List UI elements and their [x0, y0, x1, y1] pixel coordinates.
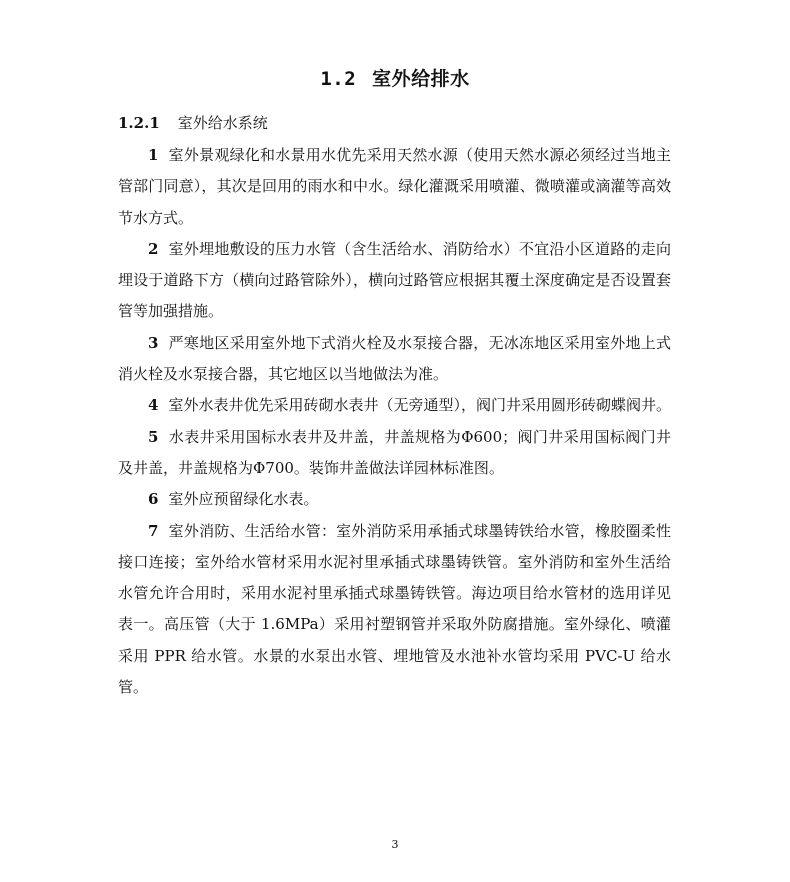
paragraph-text: 室外景观绿化和水景用水优先采用天然水源（使用天然水源必须经过当地主管部门同意），其次是回用的雨水和中水。绿化灌溉采用喷灌、微喷灌或滴灌等高效节水方式。: [118, 146, 671, 227]
paragraph-number: 7: [148, 521, 159, 540]
paragraph-text: 水表井采用国标水表井及井盖，井盖规格为Φ600；阀门井采用国标阀门井及井盖，井盖规格为Φ700。装饰井盖做法详园林标准图。: [118, 427, 671, 477]
paragraph-number: 4: [148, 396, 159, 415]
paragraph-number: 1: [148, 146, 159, 164]
paragraph-text: 室外埋地敷设的压力水管（含生活给水、消防给水）不宜沿小区道路的走向埋设于道路下方（横向过路管除外），横向过路管应根据其覆土深度确定是否设置套管等加强措施。: [118, 239, 671, 321]
title-number: 1.2: [320, 68, 357, 90]
page-number: 3: [391, 838, 399, 851]
paragraph: [118, 422, 671, 485]
paragraph: [118, 484, 671, 515]
document-body: [118, 140, 671, 703]
section-number: 1.2.1: [118, 114, 160, 132]
paragraph-number: 6: [148, 490, 159, 509]
paragraph: [118, 390, 671, 421]
paragraph: [118, 234, 671, 328]
paragraph: [118, 328, 671, 391]
paragraph-number: 5: [148, 427, 159, 446]
paragraph-text: 室外消防、生活给水管：室外消防采用承插式球墨铸铁给水管，橡胶圈柔性接口连接；室外给水管材采用水泥衬里承插式球墨铸铁管。室外消防和室外生活给水管允许合用时，采用水泥衬里承插式球墨铸铁管。海边项目给水管材的选用详见表一。高压管（大于 1.6MPa）采用衬塑钢管并采取外防腐措施。室外绿化、喷灌采用 PPR 给水管。水景的水泵出水管、埋地管及水池补水管均采用 PVC-U 给水管。: [118, 521, 671, 697]
title-text: 室外给排水: [372, 68, 470, 90]
section-title: 室外给水系统: [177, 114, 268, 132]
paragraph-number: 3: [148, 333, 159, 352]
paragraph: [118, 140, 671, 234]
paragraph-number: 2: [148, 239, 159, 258]
section-heading: [118, 112, 268, 133]
paragraph-text: 室外水表井优先采用砖砌水表井（无旁通型），阀门井采用圆形砖砌蝶阀井。: [168, 396, 671, 415]
paragraph-text: 严寒地区采用室外地下式消火栓及水泵接合器，无冰冻地区采用室外地上式消火栓及水泵接合器，其它地区以当地做法为准。: [118, 333, 671, 384]
paragraph-text: 室外应预留绿化水表。: [168, 490, 319, 509]
page-title: [0, 64, 790, 91]
paragraph: [118, 516, 671, 704]
